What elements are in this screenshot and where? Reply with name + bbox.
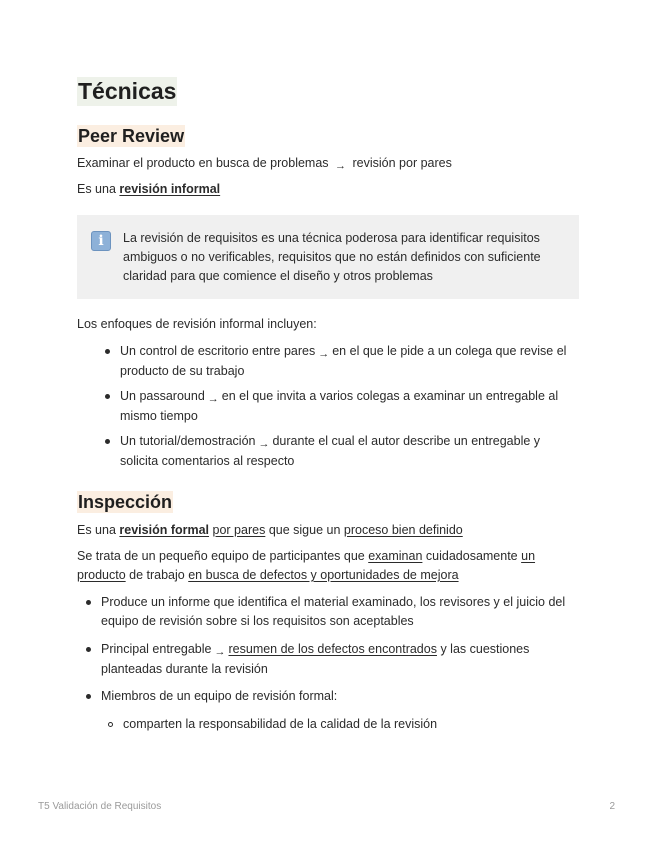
list-item: Un passaround → en el que invita a varios colegas a examinar un entregable al mismo tiempo	[120, 387, 579, 424]
section-title-peer-review: Peer Review	[78, 126, 185, 146]
bullet-icon	[105, 349, 110, 354]
emphasis-formal: revisión formal	[119, 523, 210, 537]
arrow-icon: →	[214, 646, 226, 658]
page-title: Técnicas	[78, 78, 177, 104]
bullet-icon	[86, 694, 91, 699]
bullet-icon	[86, 600, 91, 605]
bullet-icon	[86, 647, 91, 652]
footer-title: T5 Validación de Requisitos	[38, 801, 162, 812]
hollow-bullet-icon	[108, 722, 113, 727]
definition-text: Examinar el producto en busca de problemas	[77, 156, 329, 170]
arrow-icon: →	[258, 438, 270, 450]
info-callout-text: La revisión de requisitos es una técnica poderosa para identificar requisitos ambiguos o no verificables, requisitos que no están definidos con suficiente claridad para que comience el diseño y otros problemas	[123, 231, 541, 283]
type-prefix: Es una	[77, 182, 116, 196]
peer-review-definition	[77, 154, 579, 174]
arrow-icon: →	[318, 348, 330, 360]
enfoques-list	[120, 342, 579, 477]
page-number: 2	[609, 801, 615, 812]
info-callout	[77, 215, 579, 299]
list-item: Miembros de un equipo de revisión formal:	[101, 687, 579, 707]
bullet-icon	[105, 394, 110, 399]
inspeccion-description: Se trata de un pequeño equipo de participantes que examinan cuidadosamente un producto de trabajo en busca de defectos y oportunidades de mejora	[77, 549, 536, 582]
list-item: Un control de escritorio entre pares → en el que le pide a un colega que revise el producto de su trabajo	[120, 342, 579, 379]
arrow-icon: →	[207, 393, 219, 405]
arrow-icon: →	[335, 160, 347, 172]
inspeccion-definition: Es una revisión formal por pares que sigue un proceso bien definido	[77, 523, 463, 537]
section-title-inspeccion: Inspección	[78, 492, 173, 512]
list-item: Principal entregable → resumen de los defectos encontrados y las cuestiones planteadas durante la revisión	[101, 640, 579, 679]
definition-result: revisión por pares	[352, 156, 452, 170]
info-icon: i	[91, 231, 111, 251]
enfoques-intro: Los enfoques de revisión informal incluyen:	[77, 317, 317, 331]
bullet-icon	[105, 439, 110, 444]
sub-list-item: comparten la responsabilidad de la calidad de la revisión	[123, 715, 579, 735]
type-emphasis: revisión informal	[119, 182, 221, 196]
list-item: Produce un informe que identifica el material examinado, los revisores y el juicio del equipo de revisión sobre si los requisitos son aceptables	[101, 593, 579, 632]
list-item: Un tutorial/demostración → durante el cual el autor describe un entregable y solicita comentarios al respecto	[120, 432, 579, 469]
peer-review-type	[77, 180, 579, 199]
inspeccion-list	[101, 593, 579, 743]
